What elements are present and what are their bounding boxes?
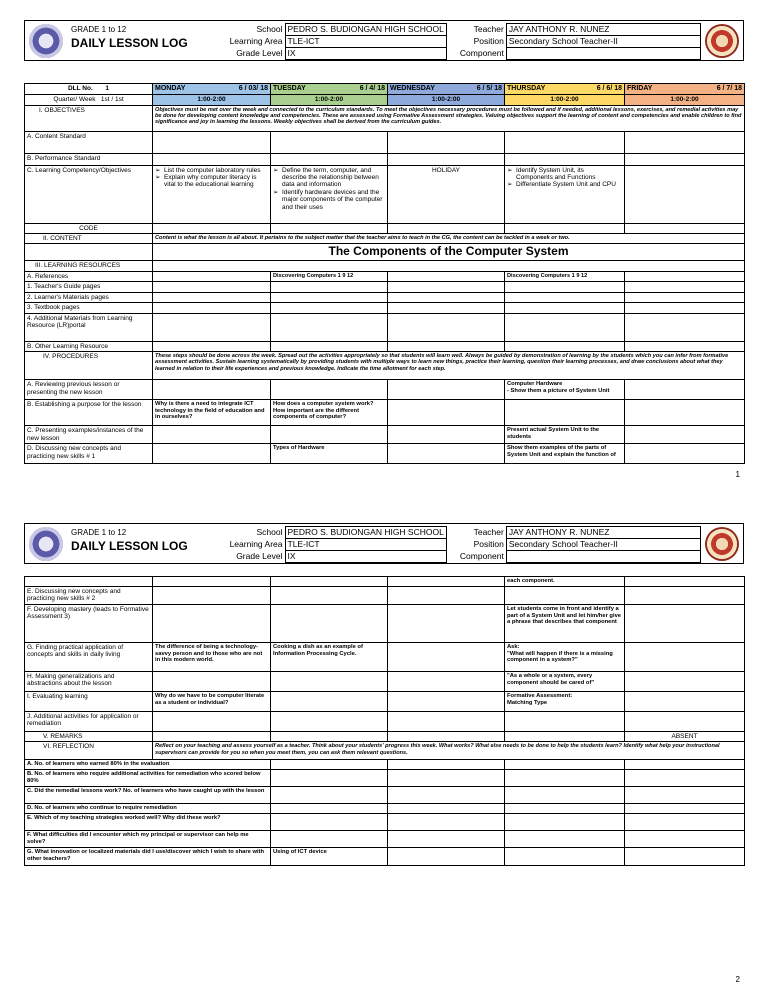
area-value: TLE-ICT — [285, 539, 446, 551]
thursday-objectives: ➢ Identify System Unit, its Components and Functions ➢ Differentiate System Unit and CPU — [505, 165, 625, 223]
teacher-value: JAY ANTHONY R. NUNEZ — [506, 527, 700, 539]
component-label: Component — [459, 47, 504, 58]
school-seal-icon — [705, 24, 739, 58]
deped-seal-icon — [29, 527, 63, 561]
tuesday-objectives: ➢ Define the term, computer, and describe the relationship between data and information ➢ Identify hardware devices and the major components of the computer and their uses — [271, 165, 388, 223]
tuesday-reference: Discovering Computers 1 9 12 — [271, 271, 388, 281]
remarks-label: V. REMARKS — [25, 731, 153, 741]
reflection-e: E. Which of my teaching strategies worked well? Why did these work? — [25, 814, 271, 831]
lm-label: 2. Learner's Materials pages — [25, 292, 153, 302]
document-title: DAILY LESSON LOG — [71, 539, 188, 553]
procedure-e-label: E. Discussing new concepts and practicing new skills # 2 — [25, 587, 153, 605]
reflection-a: A. No. of learners who earned 80% in the evaluation — [25, 760, 271, 770]
school-value: PEDRO S. BUDIONGAN HIGH SCHOOL — [285, 527, 446, 539]
day-wednesday: WEDNESDAY 6 / 5/ 18 — [388, 84, 505, 95]
procedure-a-thursday: Computer Hardware - Show them a picture of System Unit — [505, 380, 625, 400]
grade-level-label: Grade Level — [236, 47, 283, 58]
monday-objectives: ➢ List the computer laboratory rules ➢ Explain why computer literacy is vital to the educational learning — [153, 165, 271, 223]
day-monday: MONDAY 6 / 03/ 18 — [153, 84, 271, 95]
grade-range: GRADE 1 to 12 — [71, 528, 127, 537]
procedure-f-label: F. Developing mastery (leads to Formative Assessment 3) — [25, 604, 153, 642]
content-text: Content is what the lesson is all about. It pertains to the subject matter that the teacher aims to teach in the CG, the content can be tackled in a week or two. — [153, 233, 745, 243]
document-title: DAILY LESSON LOG — [71, 36, 188, 50]
day-tuesday: TUESDAY 6 / 4/ 18 — [271, 84, 388, 95]
procedure-d-label: D. Discussing new concepts and practicing new skills # 1 — [25, 444, 153, 464]
page-2 — [0, 503, 768, 1006]
content-label: II. CONTENT — [25, 233, 153, 243]
header-box — [24, 20, 744, 61]
content-standard-label: A. Content Standard — [25, 131, 153, 153]
time-friday: 1:00-2:00 — [625, 95, 745, 105]
position-label: Position — [473, 538, 504, 549]
dll-cell: DLL No. 1 — [25, 84, 153, 95]
procedure-d-thursday: Show them examples of the parts of System Unit and explain the function of — [505, 444, 625, 464]
school-label: School — [256, 526, 283, 537]
day-thursday: THURSDAY 6 / 6/ 18 — [505, 84, 625, 95]
position-label: Position — [473, 35, 504, 46]
objectives-text: Objectives must be met over the week and connected to the curriculum standards. To meet the objectives necessary procedures must be followed and if needed, additional lessons, exercises, and remedial activities may be done for developing content knowledge and competencies. These are assessed using Formative Assessment strategies. Valuing objectives support the learning of content and competencies and enable children to find significance and joy in learning the lessons. Weekly objectives shall be derived from the curriculum guides. — [153, 105, 745, 131]
grade-level-value: IX — [285, 551, 446, 563]
school-seal-icon — [705, 527, 739, 561]
reflection-text: Reflect on your teaching and assess yourself as a teacher. Think about your students' progress this week. What works? What else needs to be done to help the students learn? Identify what help your instructional supervisors can provide for you so when you meet them, you can ask them relevant questions. — [153, 742, 745, 760]
reflection-label: VI. REFLECTION — [25, 742, 153, 760]
component-label: Component — [459, 550, 504, 561]
reflection-f: F. What difficulties did I encounter which my principal or supervisor can help me solve? — [25, 831, 271, 848]
references-label: A. References — [25, 271, 153, 281]
procedure-b-monday: Why is there a need to integrate ICT technology in the field of education and in ourselves? — [153, 400, 271, 426]
teacher-label: Teacher — [473, 526, 504, 537]
position-value: Secondary School Teacher-II — [506, 539, 700, 551]
competency-label: C. Learning Competency/Objectives — [25, 165, 153, 223]
grade-range: GRADE 1 to 12 — [71, 25, 127, 34]
procedure-c-thursday: Present actual System Unit to the students — [505, 426, 625, 444]
quarter-cell: Quarter/ Week 1st / 1st — [25, 95, 153, 105]
procedure-g-thursday: Ask: "What will happen if there is a missing component in a system?" — [505, 642, 625, 671]
reflection-g-tuesday: Using of ICT device — [271, 848, 388, 866]
procedure-g-monday: The difference of being a technology-savvy person and to those who are not in this modern world. — [153, 642, 271, 671]
time-tuesday: 1:00-2:00 — [271, 95, 388, 105]
procedure-i-label: I. Evaluating learning — [25, 691, 153, 711]
procedure-b-tuesday: How does a computer system work? How important are the different components of computer? — [271, 400, 388, 426]
code-label: CODE — [25, 223, 153, 233]
teacher-label: Teacher — [473, 23, 504, 34]
teacher-value: JAY ANTHONY R. NUNEZ — [506, 24, 700, 36]
procedures-text: These steps should be done across the week. Spread out the activities appropriately so that students will learn well. Always be guided by demonstration of learning by the students which you can infer from formative assessment activities. Sustain learning systematically by providing students with multiple ways to learn new things, practice their learning, question their learning processes, and draw conclusions about what they learned in relation to their life experiences and previous knowledge. Indicate the time allotment for each step. — [153, 352, 745, 380]
page-number: 2 — [735, 975, 740, 984]
wednesday-holiday: HOLIDAY — [388, 165, 505, 223]
procedure-i-thursday: Formative Assessment: Matching Type — [505, 691, 625, 711]
procedure-g-label: G. Finding practical application of concepts and skills in daily living — [25, 642, 153, 671]
position-value: Secondary School Teacher-II — [506, 36, 700, 48]
header-info — [175, 23, 701, 60]
tg-label: 1. Teacher's Guide pages — [25, 282, 153, 292]
procedure-a-label: A. Reviewing previous lesson or presenting the new lesson — [25, 380, 153, 400]
component-value — [506, 551, 700, 563]
procedure-f-thursday: Let students come in front and identify a part of a System Unit and let him/her give a phrase that describes that component — [505, 604, 625, 642]
procedure-g-tuesday: Cooking a dish as an example of Information Processing Cycle. — [271, 642, 388, 671]
lesson-log-table-continued — [24, 576, 745, 866]
school-value: PEDRO S. BUDIONGAN HIGH SCHOOL — [285, 24, 446, 36]
header-info — [175, 526, 701, 563]
lesson-title: The Components of the Computer System — [153, 244, 745, 261]
procedure-h-label: H. Making generalizations and abstractions about the lesson — [25, 671, 153, 691]
header-box — [24, 523, 744, 564]
reflection-d: D. No. of learners who continue to require remediation — [25, 804, 271, 814]
resources-label: III. LEARNING RESOURCES — [25, 261, 153, 271]
procedures-label: IV. PROCEDURES — [25, 352, 153, 380]
procedure-d-tuesday: Types of Hardware — [271, 444, 388, 464]
procedure-i-monday: Why do we have to be computer literate as a student or individual? — [153, 691, 271, 711]
tb-label: 3. Textbook pages — [25, 303, 153, 313]
time-wednesday: 1:00-2:00 — [388, 95, 505, 105]
procedure-c-label: C. Presenting examples/instances of the new lesson — [25, 426, 153, 444]
procedure-b-label: B. Establishing a purpose for the lesson — [25, 400, 153, 426]
grade-level-value: IX — [285, 48, 446, 60]
area-value: TLE-ICT — [285, 36, 446, 48]
day-friday: FRIDAY 6 / 7/ 18 — [625, 84, 745, 95]
time-thursday: 1:00-2:00 — [505, 95, 625, 105]
reflection-b: B. No. of learners who require additional activities for remediation who scored below 80% — [25, 770, 271, 787]
other-resource-label: B. Other Learning Resource — [25, 341, 153, 351]
school-label: School — [256, 23, 283, 34]
performance-standard-label: B. Performance Standard — [25, 153, 153, 165]
reflection-g: G. What innovation or localized materials did I use/discover which I wish to share with other teachers? — [25, 848, 271, 866]
reflection-c: C. Did the remedial lessons work? No. of learners who have caught up with the lesson — [25, 787, 271, 804]
area-label: Learning Area — [229, 35, 283, 46]
thursday-reference: Discovering Computers 1 9 12 — [505, 271, 625, 281]
continued-thursday: each component. — [505, 577, 625, 587]
component-value — [506, 48, 700, 60]
remarks-friday: ABSENT — [625, 731, 745, 741]
lesson-log-table — [24, 83, 745, 464]
time-monday: 1:00-2:00 — [153, 95, 271, 105]
procedure-j-label: J. Additional activities for application or remediation — [25, 711, 153, 731]
grade-level-label: Grade Level — [236, 550, 283, 561]
objectives-label: I. OBJECTIVES — [25, 105, 153, 131]
deped-seal-icon — [29, 24, 63, 58]
procedure-h-thursday: "As a whole or a system, every component should be cared of" — [505, 671, 625, 691]
area-label: Learning Area — [229, 538, 283, 549]
page-number: 1 — [735, 470, 740, 479]
am-label: 4. Additional Materials from Learning Resource (LR)portal — [25, 313, 153, 341]
